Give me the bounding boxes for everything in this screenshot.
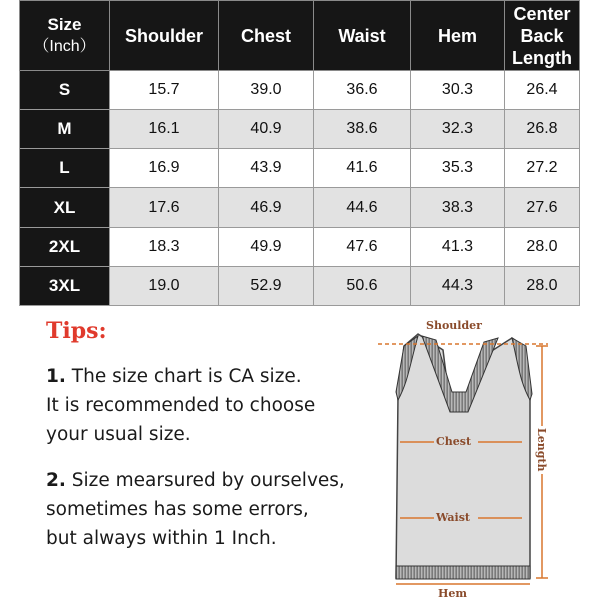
- vest-body: [396, 334, 530, 578]
- size-cell: M: [20, 110, 110, 149]
- shoulder-label: Shoulder: [426, 319, 482, 332]
- tip-2-number: 2.: [46, 470, 66, 491]
- tips-title: Tips:: [46, 318, 107, 344]
- vest-hem-ribbing: [396, 566, 530, 579]
- chest-cell: 39.0: [219, 71, 314, 110]
- shoulder-cell: 15.7: [110, 71, 219, 110]
- header-center-back-length: [505, 1, 580, 71]
- size-chart-table: [19, 0, 580, 306]
- waist-cell: 38.6: [314, 110, 411, 149]
- header-cbl-line3: Length: [512, 47, 572, 68]
- table-row: [20, 227, 580, 266]
- table-row: [20, 71, 580, 110]
- table-header-row: [20, 1, 580, 71]
- header-waist: Waist: [314, 1, 411, 71]
- header-chest: Chest: [219, 1, 314, 71]
- shoulder-cell: 19.0: [110, 266, 219, 305]
- tip-1: [46, 362, 366, 449]
- hem-cell: 41.3: [411, 227, 505, 266]
- hem-cell: 38.3: [411, 188, 505, 227]
- shoulder-cell: 17.6: [110, 188, 219, 227]
- chest-cell: 46.9: [219, 188, 314, 227]
- waist-cell: 50.6: [314, 266, 411, 305]
- hem-label: Hem: [438, 587, 468, 598]
- hem-cell: 32.3: [411, 110, 505, 149]
- hem-cell: 30.3: [411, 71, 505, 110]
- table-row: [20, 110, 580, 149]
- length-label: Length: [535, 428, 548, 472]
- vest-diagram: [370, 316, 570, 598]
- length-cell: 26.4: [505, 71, 580, 110]
- waist-cell: 41.6: [314, 149, 411, 188]
- shoulder-cell: 16.9: [110, 149, 219, 188]
- waist-cell: 36.6: [314, 71, 411, 110]
- tip-1-line-1: The size chart is CA size.: [71, 366, 302, 387]
- length-cell: 28.0: [505, 266, 580, 305]
- tip-2-line-2: sometimes has some errors,: [46, 499, 309, 520]
- chest-cell: 43.9: [219, 149, 314, 188]
- tip-2-line-1: Size mearsured by ourselves,: [71, 470, 345, 491]
- tip-1-line-2: It is recommended to choose: [46, 395, 316, 416]
- header-size-label: Size: [47, 14, 82, 34]
- chest-label: Chest: [436, 435, 472, 448]
- chest-cell: 52.9: [219, 266, 314, 305]
- tip-1-line-3: your usual size.: [46, 424, 191, 445]
- length-cell: 27.2: [505, 149, 580, 188]
- length-cell: 27.6: [505, 188, 580, 227]
- table-row: [20, 149, 580, 188]
- header-cbl-line2: Back: [520, 25, 564, 46]
- table-row: [20, 188, 580, 227]
- shoulder-cell: 18.3: [110, 227, 219, 266]
- header-hem: Hem: [411, 1, 505, 71]
- hem-cell: 35.3: [411, 149, 505, 188]
- tip-2: [46, 466, 366, 553]
- size-cell: 2XL: [20, 227, 110, 266]
- length-cell: 26.8: [505, 110, 580, 149]
- size-cell: 3XL: [20, 266, 110, 305]
- waist-cell: 44.6: [314, 188, 411, 227]
- length-cell: 28.0: [505, 227, 580, 266]
- hem-cell: 44.3: [411, 266, 505, 305]
- header-unit-label: （Inch）: [33, 37, 96, 55]
- header-size: [20, 1, 110, 71]
- tip-1-number: 1.: [46, 366, 66, 387]
- shoulder-cell: 16.1: [110, 110, 219, 149]
- table-row: [20, 266, 580, 305]
- chest-cell: 49.9: [219, 227, 314, 266]
- size-cell: S: [20, 71, 110, 110]
- chest-cell: 40.9: [219, 110, 314, 149]
- size-cell: L: [20, 149, 110, 188]
- header-shoulder: Shoulder: [110, 1, 219, 71]
- waist-label: Waist: [436, 511, 470, 524]
- tip-2-line-3: but always within 1 Inch.: [46, 528, 277, 549]
- size-cell: XL: [20, 188, 110, 227]
- header-cbl-line1: Center: [513, 3, 571, 24]
- waist-cell: 47.6: [314, 227, 411, 266]
